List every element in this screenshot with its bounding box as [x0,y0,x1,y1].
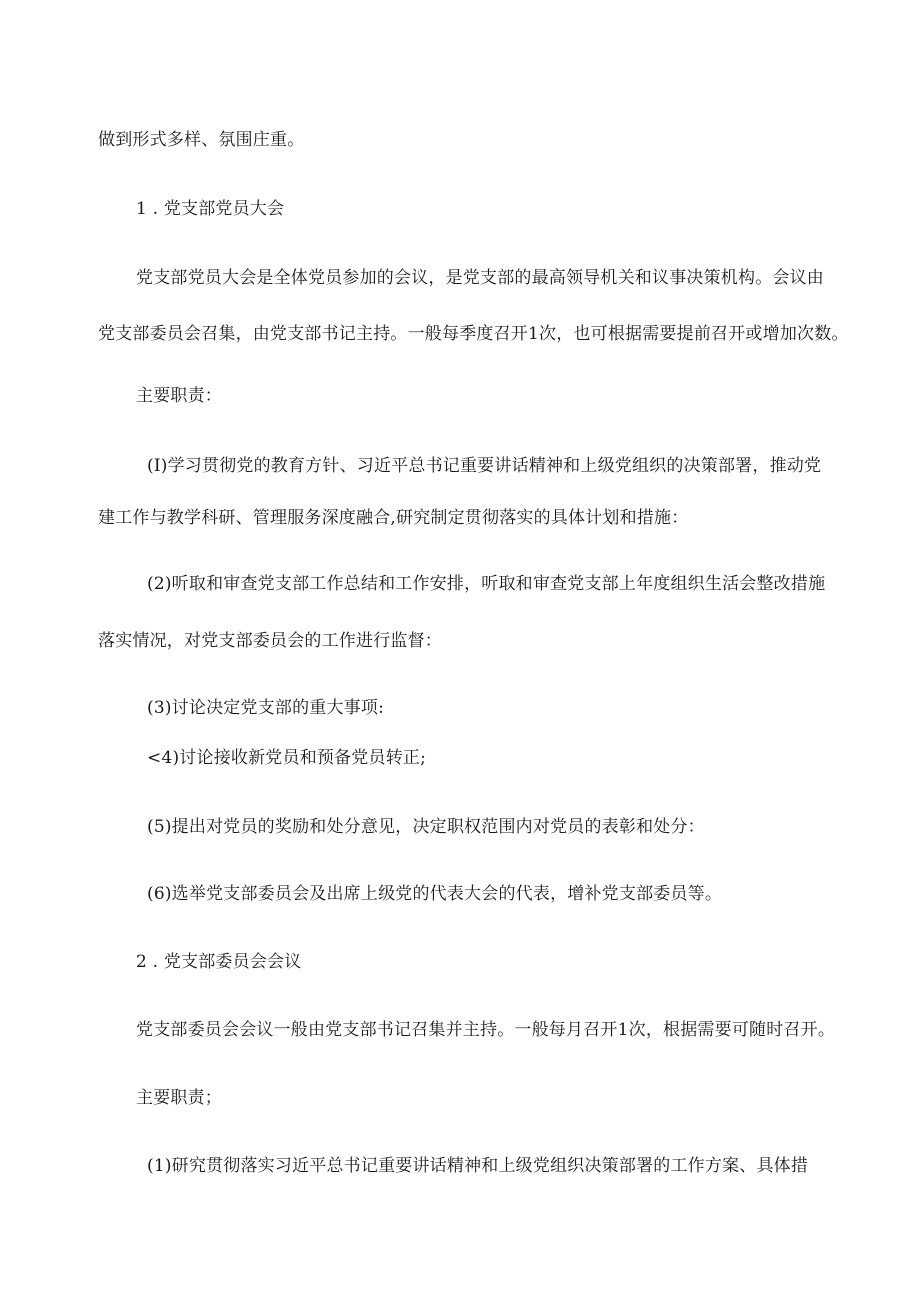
duties-label: 主要职责； [136,1088,222,1108]
paragraph-continuation: 做到形式多样、氛围庄重。 [98,130,305,150]
section-heading-1: 1 . 党支部党员大会 [136,199,285,219]
paragraph-line: 党支部委员会召集，由党支部书记主持。一般每季度召开1次，也可根据需要提前召开或增加次数。 [98,324,849,344]
list-item: (6)选举党支部委员会及出席上级党的代表大会的代表，增补党支部委员等。 [147,884,723,904]
list-item-line: 建工作与教学科研、管理服务深度融合,研究制定贯彻落实的具体计划和措施： [98,508,689,528]
paragraph-line: 党支部委员会会议一般由党支部书记召集并主持。一般每月召开1次，根据需要可随时召开。 [136,1020,836,1040]
list-item: (3)讨论决定党支部的重大事项: [147,698,385,718]
paragraph-line: 党支部党员大会是全体党员参加的会议，是党支部的最高领导机关和议事决策机构。会议由 [136,268,824,288]
list-item-line: (I)学习贯彻党的教育方针、习近平总书记重要讲话精神和上级党组织的决策部署，推动党 [147,456,822,476]
list-item: (5)提出对党员的奖励和处分意见，决定职权范围内对党员的表彰和处分： [147,817,705,837]
list-item-line: 落实情况，对党支部委员会的工作进行监督： [98,631,442,651]
list-item: <4)讨论接收新党员和预备党员转正; [147,748,427,768]
section-heading-2: 2 . 党支部委员会会议 [136,952,302,972]
list-item-line: (2)听取和审查党支部工作总结和工作安排，听取和审查党支部上年度组织生活会整改措施 [147,574,826,594]
duties-label: 主要职责： [136,386,222,406]
list-item-line: (1)研究贯彻落实习近平总书记重要讲话精神和上级党组织决策部署的工作方案、具体措 [147,1156,809,1176]
